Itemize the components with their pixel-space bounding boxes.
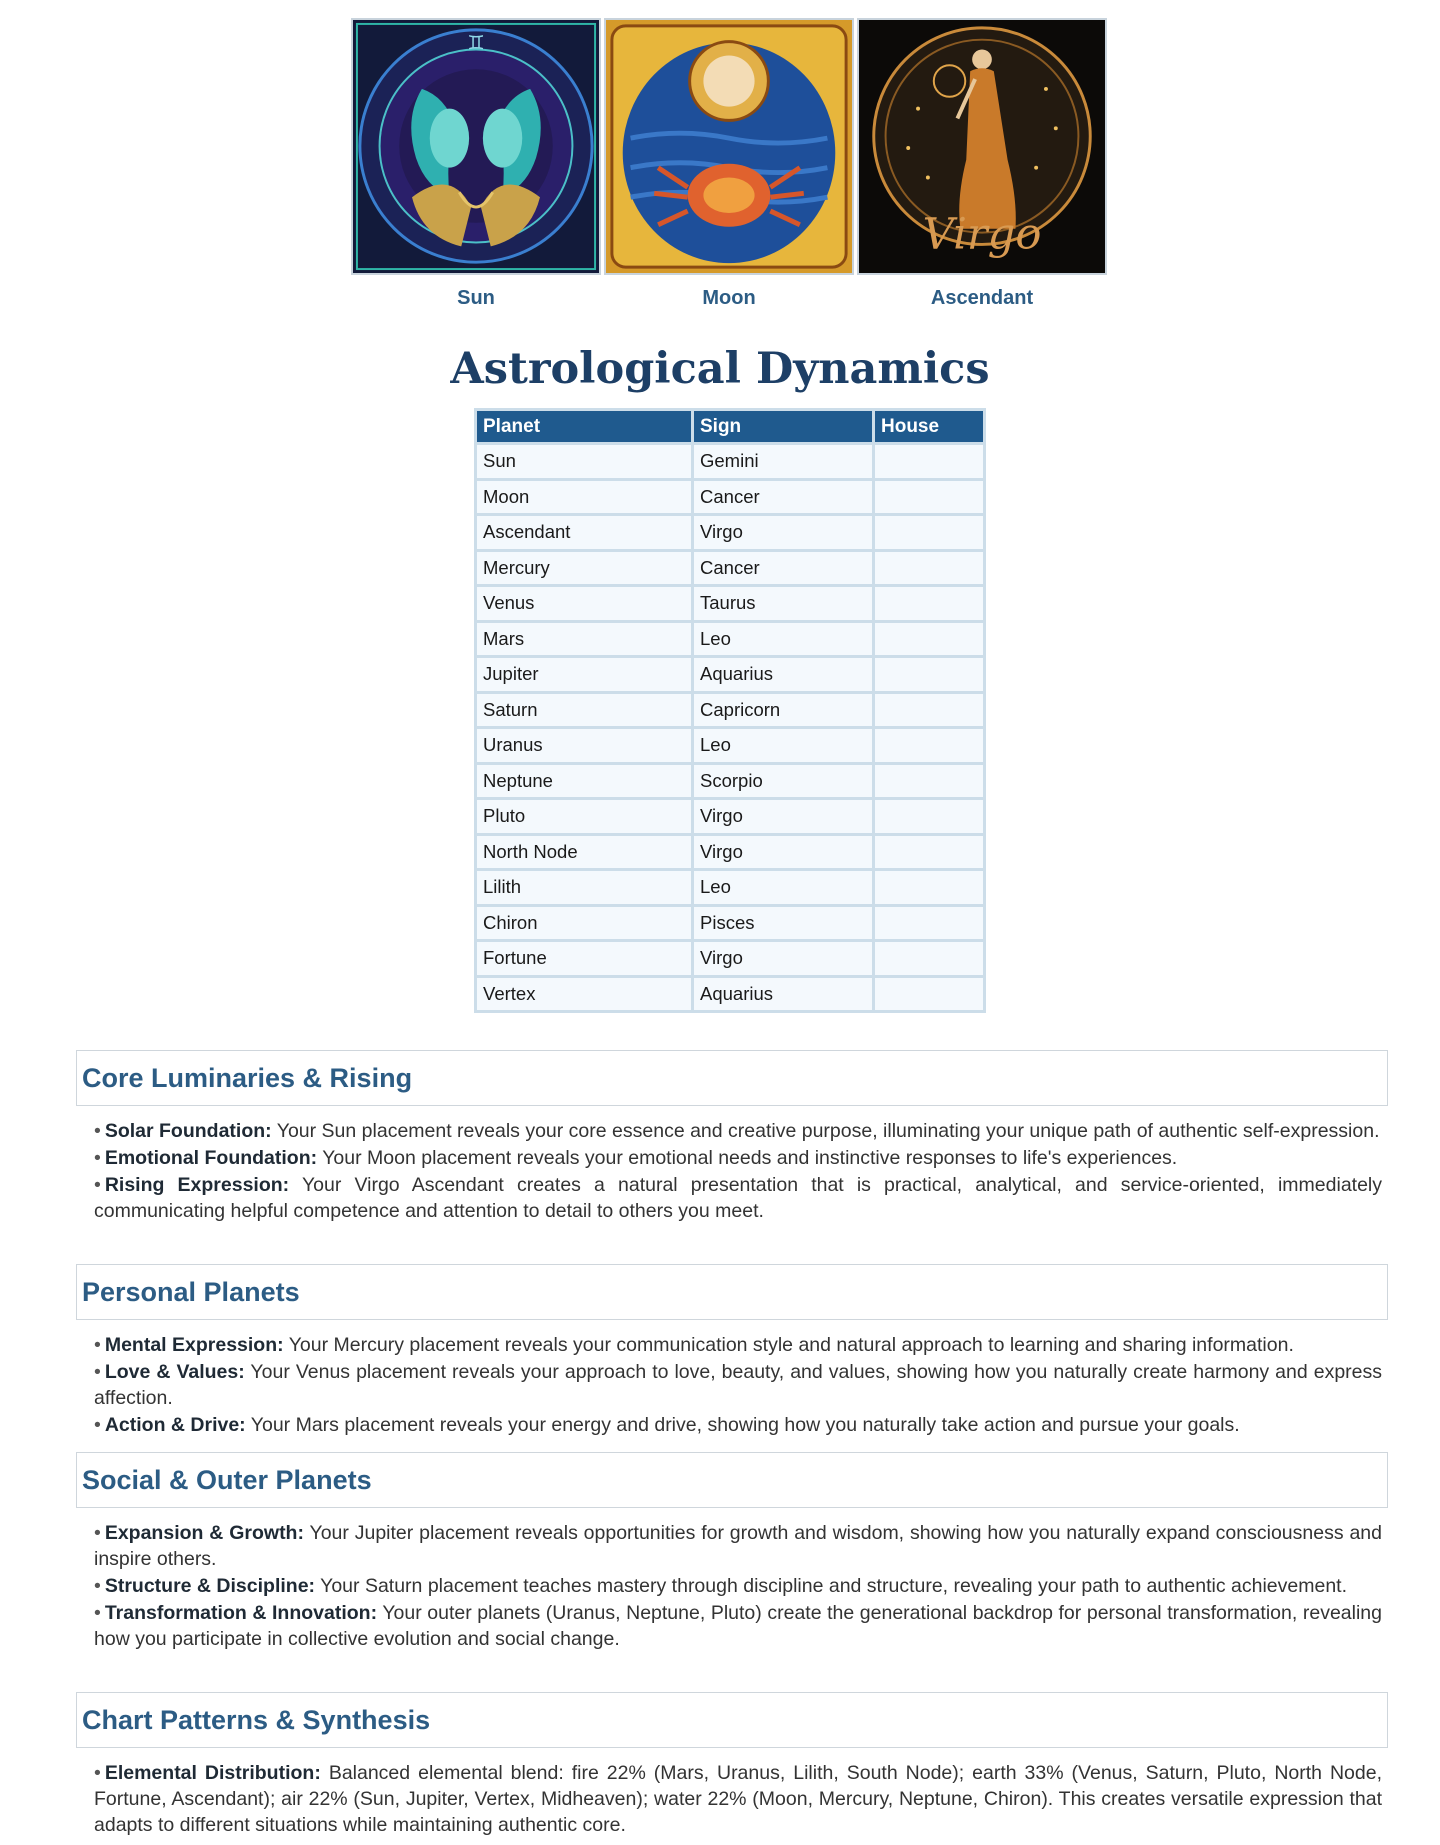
- section-heading: Personal Planets: [76, 1264, 1388, 1320]
- section-body: [76, 1508, 1388, 1652]
- table-row: [477, 942, 983, 975]
- bullet-item: • Elemental Distribution: Balanced elemental blend: fire 22% (Mars, Uranus, Lilith, South Node); earth 33% (Venus, Saturn, Pluto, North Node, Fortune, Ascendant); air 22% (Sun, Jupiter, Vertex, Midheaven); water 22% (Moon, Mercury, Neptune, Chiron). This creates versatile expression that adapts to different situations while maintaining authentic core.: [94, 1762, 1383, 1836]
- table-header-row: [477, 411, 983, 442]
- planet-cell: Moon: [477, 481, 691, 514]
- table-row: [477, 765, 983, 798]
- table-row: [477, 587, 983, 620]
- sign-cell: Taurus: [694, 587, 872, 620]
- bullet-label: Solar Foundation:: [104, 1120, 272, 1142]
- bullet-item: • Expansion & Growth: Your Jupiter placement reveals opportunities for growth and wisdom, showing how you naturally expand consciousness and inspire others.: [94, 1522, 1382, 1570]
- house-cell: [875, 942, 983, 975]
- table-row: [477, 694, 983, 727]
- sign-cell: Aquarius: [694, 978, 872, 1011]
- sign-cell: Aquarius: [694, 658, 872, 691]
- house-cell: [875, 765, 983, 798]
- bullet-label: Rising Expression:: [104, 1174, 290, 1196]
- house-column-header: House: [875, 411, 983, 442]
- section-heading: Core Luminaries & Rising: [76, 1050, 1388, 1106]
- sign-cell: Leo: [694, 623, 872, 656]
- bullet-text: Balanced elemental blend: fire 22% (Mars, Uranus, Lilith, South Node); earth 33% (Venus, Saturn, Pluto, North Node, Fortune, Ascendant); air 22% (Sun, Jupiter, Vertex, Midheaven); water 22% (Moon, Mercury, Neptune, Chiron). This creates versatile expression that adapts to different situations while maintaining authentic core.: [94, 1762, 1383, 1836]
- section-heading: Social & Outer Planets: [76, 1452, 1388, 1508]
- planet-cell: Lilith: [477, 871, 691, 904]
- sign-images-row: [351, 18, 1107, 275]
- house-cell: [875, 978, 983, 1011]
- planet-cell: Chiron: [477, 907, 691, 940]
- planet-cell: Venus: [477, 587, 691, 620]
- bullet-item: • Rising Expression: Your Virgo Ascendant creates a natural presentation that is practical, analytical, and service-oriented, immediately communicating helpful competence and attention to detail to others you meet.: [94, 1174, 1383, 1222]
- image-captions: [351, 287, 1107, 310]
- bullet-text: Your Virgo Ascendant creates a natural presentation that is practical, analytical, and service-oriented, immediately communicating helpful competence and attention to detail to others you meet.: [94, 1174, 1383, 1222]
- house-cell: [875, 552, 983, 585]
- table-row: [477, 623, 983, 656]
- table-row: [477, 552, 983, 585]
- table-row: [477, 445, 983, 478]
- bullet-text: Your outer planets (Uranus, Neptune, Pluto) create the generational backdrop for personal transformation, revealing how you participate in collective evolution and social change.: [94, 1602, 1382, 1650]
- bullet-item: • Transformation & Innovation: Your outer planets (Uranus, Neptune, Pluto) create the generational backdrop for personal transformation, revealing how you participate in collective evolution and social change.: [94, 1602, 1382, 1650]
- planet-cell: Mercury: [477, 552, 691, 585]
- planet-cell: Saturn: [477, 694, 691, 727]
- sun-caption: Sun: [457, 287, 495, 309]
- sign-cell: Virgo: [694, 800, 872, 833]
- sign-cell: Virgo: [694, 836, 872, 869]
- planet-cell: Uranus: [477, 729, 691, 762]
- sign-cell: Leo: [694, 729, 872, 762]
- bullet-label: Elemental Distribution:: [104, 1762, 321, 1784]
- planet-cell: North Node: [477, 836, 691, 869]
- bullet-item: • Mental Expression: Your Mercury placement reveals your communication style and natural approach to learning and sharing information.: [94, 1334, 1294, 1356]
- virgo-art-text: Virgo: [922, 209, 1042, 260]
- sign-cell: Virgo: [694, 942, 872, 975]
- house-cell: [875, 516, 983, 549]
- ascendant-sign-image: [857, 18, 1107, 275]
- section-chart-patterns: [76, 1692, 1388, 1839]
- house-cell: [875, 729, 983, 762]
- house-cell: [875, 800, 983, 833]
- bullet-text: Your Moon placement reveals your emotional needs and instinctive responses to life's experiences.: [322, 1147, 1178, 1169]
- section-body: [76, 1320, 1388, 1438]
- bullet-label: Structure & Discipline:: [104, 1575, 316, 1597]
- planet-cell: Fortune: [477, 942, 691, 975]
- section-body: [76, 1106, 1388, 1224]
- page-title: Astrological Dynamics: [450, 344, 990, 394]
- ascendant-caption: Ascendant: [930, 287, 1034, 309]
- sign-cell: Leo: [694, 871, 872, 904]
- bullet-label: Expansion & Growth:: [104, 1522, 304, 1544]
- house-cell: [875, 694, 983, 727]
- bullet-label: Action & Drive:: [104, 1414, 246, 1436]
- section-personal-planets: [76, 1264, 1388, 1439]
- table-row: [477, 658, 983, 691]
- sun-sign-image: [351, 18, 601, 275]
- sign-cell: Gemini: [694, 445, 872, 478]
- bullet-text: Your Saturn placement teaches mastery through discipline and structure, revealing your path to authentic achievement.: [320, 1575, 1347, 1597]
- planet-cell: Neptune: [477, 765, 691, 798]
- bullet-label: Emotional Foundation:: [104, 1147, 318, 1169]
- placements-table: [474, 408, 986, 1013]
- bullet-text: Your Mercury placement reveals your communication style and natural approach to learning and sharing information.: [288, 1334, 1294, 1356]
- sign-cell: Scorpio: [694, 765, 872, 798]
- table-row: [477, 907, 983, 940]
- bullet-label: Transformation & Innovation:: [104, 1602, 378, 1624]
- house-cell: [875, 481, 983, 514]
- house-cell: [875, 445, 983, 478]
- bullet-item: • Solar Foundation: Your Sun placement reveals your core essence and creative purpose, illuminating your unique path of authentic self-expression.: [94, 1120, 1380, 1142]
- bullet-item: • Structure & Discipline: Your Saturn placement teaches mastery through discipline and structure, revealing your path to authentic achievement.: [94, 1575, 1347, 1597]
- table-row: [477, 978, 983, 1011]
- virgo-maiden-image: [859, 20, 1105, 273]
- bullet-item: • Love & Values: Your Venus placement reveals your approach to love, beauty, and values, showing how you naturally create harmony and express affection.: [94, 1361, 1383, 1409]
- bullet-label: Mental Expression:: [104, 1334, 284, 1356]
- bullet-text: Your Mars placement reveals your energy and drive, showing how you naturally take action and pursue your goals.: [250, 1414, 1240, 1436]
- planet-cell: Pluto: [477, 800, 691, 833]
- moon-sign-image: [604, 18, 854, 275]
- cancer-crab-moon-image: [606, 20, 852, 273]
- planet-column-header: Planet: [477, 411, 691, 442]
- planet-cell: Ascendant: [477, 516, 691, 549]
- table-row: [477, 800, 983, 833]
- planet-cell: Vertex: [477, 978, 691, 1011]
- section-core-luminaries: [76, 1050, 1388, 1225]
- house-cell: [875, 871, 983, 904]
- table-row: [477, 871, 983, 904]
- bullet-text: Your Venus placement reveals your approach to love, beauty, and values, showing how you naturally create harmony and express affection.: [94, 1361, 1383, 1409]
- table-row: [477, 836, 983, 869]
- table-body: [477, 445, 983, 1010]
- table-row: [477, 729, 983, 762]
- bullet-text: Your Sun placement reveals your core essence and creative purpose, illuminating your unique path of authentic self-expression.: [276, 1120, 1380, 1142]
- house-cell: [875, 836, 983, 869]
- bullet-label: Love & Values:: [104, 1361, 245, 1383]
- bullet-item: • Action & Drive: Your Mars placement reveals your energy and drive, showing how you naturally take action and pursue your goals.: [94, 1414, 1240, 1436]
- sign-cell: Cancer: [694, 552, 872, 585]
- bullet-item: • Emotional Foundation: Your Moon placement reveals your emotional needs and instinctive responses to life's experiences.: [94, 1147, 1178, 1169]
- sign-cell: Cancer: [694, 481, 872, 514]
- table-row: [477, 481, 983, 514]
- sign-cell: Pisces: [694, 907, 872, 940]
- sign-cell: Virgo: [694, 516, 872, 549]
- house-cell: [875, 587, 983, 620]
- planet-cell: Sun: [477, 445, 691, 478]
- section-heading: Chart Patterns & Synthesis: [76, 1692, 1388, 1748]
- sign-column-header: Sign: [694, 411, 872, 442]
- sign-cell: Capricorn: [694, 694, 872, 727]
- section-social-outer-planets: [76, 1452, 1388, 1653]
- moon-caption: Moon: [702, 287, 756, 309]
- table-row: [477, 516, 983, 549]
- house-cell: [875, 658, 983, 691]
- gemini-twins-image: [353, 20, 599, 273]
- bullet-text: Your Jupiter placement reveals opportunities for growth and wisdom, showing how you naturally expand consciousness and inspire others.: [94, 1522, 1382, 1570]
- planet-cell: Mars: [477, 623, 691, 656]
- section-body: [76, 1748, 1388, 1838]
- svg-text:♊: ♊: [467, 31, 485, 55]
- house-cell: [875, 623, 983, 656]
- house-cell: [875, 907, 983, 940]
- planet-cell: Jupiter: [477, 658, 691, 691]
